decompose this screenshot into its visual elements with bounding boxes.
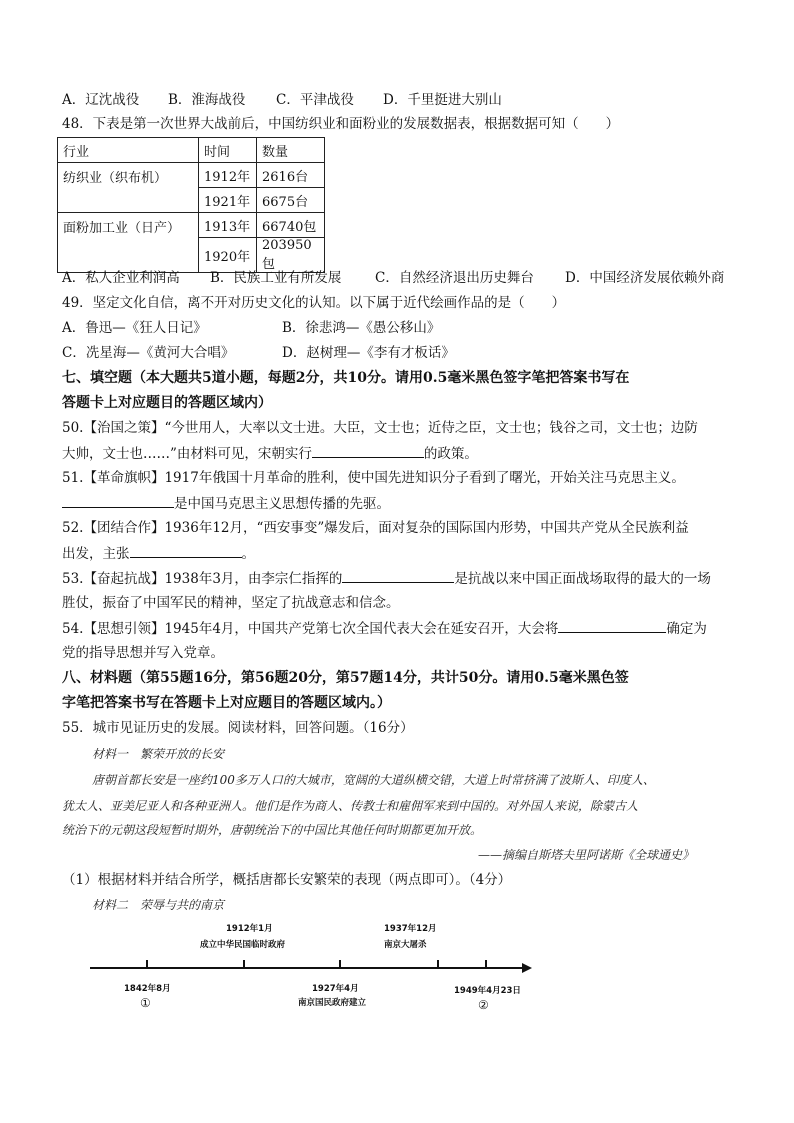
table-cell-industry: 面粉加工业（日产） [58,213,199,273]
q50-answer-blank[interactable] [312,443,424,458]
table-cell: 203950包 [257,238,325,273]
q50-text-a: 大帅，文士也……”由材料可见，宋朝实行 [62,446,312,462]
q49-option-b[interactable]: B．徐悲鸿—《愚公移山》 [282,320,441,336]
q49-options-row1 [62,318,440,338]
q55-stem: 55．城市见证历史的发展。阅读材料，回答问题。（16分） [62,720,414,736]
material1-title: 材料一 繁荣开放的长安 [92,747,225,761]
q54-text-b: 确定为 [666,621,707,637]
q48-option-b[interactable]: B．民族工业有所发展 [210,270,342,286]
section8-title-cont: 字笔把答案书写在答题卡上对应题目的答题区域内。） [62,695,391,711]
timeline-blank-marker: ② [478,998,489,1012]
material1-text: 唐朝首都长安是一座约100多万人口的大城市，宽阔的大道纵横交错，大道上时常挤满了波斯人、印度人、 [92,773,655,787]
table-row [58,163,325,188]
material1-text-cont: 犹太人、亚美尼亚人和各种亚洲人。他们是作为商人、传教士和雇佣军来到中国的。对外国人来说，除蒙古人 [62,799,639,813]
timeline-blank-marker: ① [140,996,151,1010]
material1-source: ——摘编自斯塔夫里阿诺斯《全球通史》 [478,848,695,862]
q52-text-b: 。 [241,546,255,562]
q50-text: 50.【治国之策】“今世用人，大率以文士进。大臣，文士也；近侍之臣，文士也；钱谷之司，文士也；边防 [62,420,698,436]
table-cell: 2616台 [257,163,325,188]
q52-answer-blank[interactable] [130,543,242,558]
q49-stem: 49．坚定文化自信，离不开对历史文化的认知。以下属于近代绘画作品的是（ ） [62,295,566,311]
q47-option-d[interactable]: D．千里挺进大别山 [383,92,502,108]
section7-title: 七、填空题（本大题共5道小题，每题2分，共10分。请用0.5毫米黑色签字笔把答案书写在 [62,370,630,386]
q50-text-b: 的政策。 [423,446,478,462]
q47-option-b[interactable]: B．淮海战役 [168,92,246,108]
table-cell-industry: 纺织业（织布机） [58,163,199,213]
q53-text-a: 53.【奋起抗战】1938年3月，由李宗仁指挥的 [62,571,343,587]
table-cell: 1913年 [199,213,257,238]
table-cell: 1920年 [199,238,257,273]
q51-text-cont [62,493,390,514]
timeline-date: 1927年4月 [312,984,359,994]
q48-option-a[interactable]: A．私人企业利润高 [62,270,180,286]
q47-options [62,90,502,110]
q53-text [62,568,711,589]
q51-answer-blank[interactable] [62,493,174,508]
q48-options [62,268,724,288]
section7-title-cont: 答题卡上对应题目的答题区域内） [62,395,272,411]
q47-option-a[interactable]: A．辽沈战役 [62,92,140,108]
q51-text: 51.【革命旗帜】1917年俄国十月革命的胜利，使中国先进知识分子看到了曙光，开始关注马克思主义。 [62,470,685,486]
table-cell: 1912年 [199,163,257,188]
q49-option-c[interactable]: C．冼星海—《黄河大合唱》 [62,345,235,361]
table-cell: 1921年 [199,188,257,213]
q53-text-cont: 胜仗，振奋了中国军民的精神，坚定了抗战意志和信念。 [62,595,400,611]
q47-option-c[interactable]: C．平津战役 [276,92,354,108]
timeline-date: 1937年12月 [384,924,437,934]
table-header: 时间 [199,138,257,163]
q54-text-a: 54.【思想引领】1945年4月，中国共产党第七次全国代表大会在延安召开，大会将 [62,621,559,637]
q52-text-cont [62,543,255,564]
q51-text-b: 是中国马克思主义思想传播的先驱。 [174,496,390,512]
timeline-event: 南京大屠杀 [384,940,427,950]
q53-answer-blank[interactable] [342,568,454,583]
timeline-date: 1949年4月23日 [454,986,521,996]
q52-text-a: 出发，主张 [62,546,130,562]
q54-answer-blank[interactable] [558,618,666,633]
material1-text-cont2: 统治下的元朝这段短暂时期外，唐朝统治下的中国比其他任何时期都更加开放。 [62,823,483,837]
q55-sub1: （1）根据材料并结合所学，概括唐都长安繁荣的表现（两点即可）。（4分） [62,872,512,888]
q49-option-d[interactable]: D．赵树理—《李有才板话》 [282,345,455,361]
q48-data-table [57,137,325,273]
table-cell: 6675台 [257,188,325,213]
q50-text-cont [62,443,478,464]
q54-text [62,618,707,639]
table-header: 数量 [257,138,325,163]
q49-options-row2 [62,343,455,363]
table-cell: 66740包 [257,213,325,238]
section8-title: 八、材料题（第55题16分，第56题20分，第57题14分，共计50分。请用0.5毫米黑色签 [62,670,629,686]
q49-option-a[interactable]: A．鲁迅—《狂人日记》 [62,320,207,336]
table-row [58,213,325,238]
material2-title: 材料二 荣辱与共的南京 [92,898,225,912]
table-header-row [58,138,325,163]
timeline-date: 1842年8月 [124,984,171,994]
q54-text-cont: 党的指导思想并写入党章。 [62,645,224,661]
table-header: 行业 [58,138,199,163]
q53-text-b: 是抗战以来中国正面战场取得的最大的一场 [454,571,711,587]
q48-stem: 48．下表是第一次世界大战前后，中国纺织业和面粉业的发展数据表，根据数据可知（ ） [62,116,620,132]
timeline-event: 成立中华民国临时政府 [200,940,286,950]
q48-option-d[interactable]: D．中国经济发展依赖外商 [565,270,725,286]
q52-text: 52.【团结合作】1936年12月，“西安事变”爆发后，面对复杂的国际国内形势，中国共产党从全民族利益 [62,520,689,536]
timeline-event: 南京国民政府建立 [298,998,367,1008]
q48-option-c[interactable]: C．自然经济退出历史舞台 [375,270,534,286]
timeline-date: 1912年1月 [226,924,273,934]
